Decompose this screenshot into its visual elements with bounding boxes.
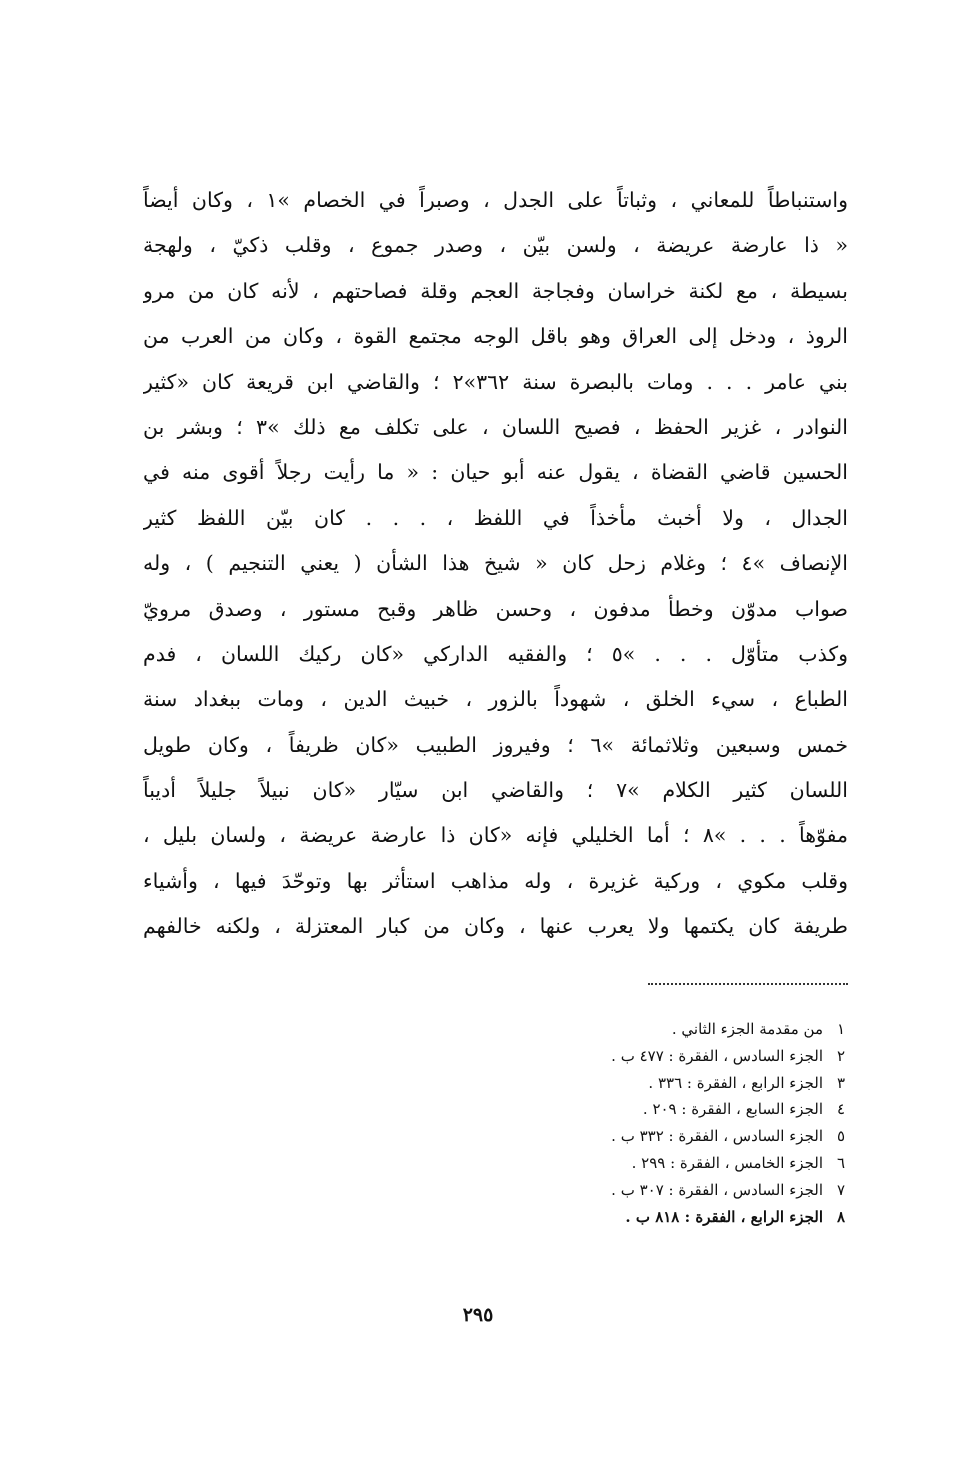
footnote xyxy=(443,1150,845,1177)
text-line: صواب مدوّن وخطأ مدفون ، وحسن ظاهر وقبح مستور ، وصدق مرويّ xyxy=(143,596,848,621)
footnote xyxy=(443,1177,845,1204)
footnote-text: الجزء الرابع ، الفقرة : ٣٣٦ . xyxy=(648,1073,823,1092)
footnote-text: الجزء الخامس ، الفقرة : ٢٩٩ . xyxy=(631,1153,823,1172)
footnote xyxy=(443,1123,845,1150)
footnote-text: الجزء الرابع ، الفقرة : ٨١٨ ب . xyxy=(625,1207,823,1226)
footnote xyxy=(443,1043,845,1070)
text-line: النوادر ، غزير الحفظ ، فصيح اللسان ، على تكلف مع ذلك »٣ ؛ وبشر بن xyxy=(143,414,848,439)
footnote-text: الجزء السادس ، الفقرة : ٤٧٧ ب . xyxy=(611,1046,823,1065)
text-line: الإنصاف »٤ ؛ وغلام زحل كان « شيخ هذا الشأن ( يعني التنجيم ) ، وله xyxy=(143,551,848,576)
page-number: ٢٩٥ xyxy=(462,1304,494,1326)
footnote-number: ٢ xyxy=(836,1046,845,1065)
footnote xyxy=(443,1016,845,1043)
footnote-separator xyxy=(648,983,848,985)
footnote-number: ٨ xyxy=(836,1207,845,1226)
footnote-text: الجزء السادس ، الفقرة : ٣٠٧ ب . xyxy=(611,1180,823,1199)
footnote-number: ٤ xyxy=(836,1100,845,1119)
text-line: اللسان كثير الكلام »٧ ؛ والقاضي ابن سيّار «كان نبيلاً جليلاً أديباً xyxy=(143,778,848,803)
footnote xyxy=(443,1204,845,1231)
text-line: طريفة كان يكتمها ولا يعرب عنها ، وكان من كبار المعتزلة ، ولكنه خالفهم xyxy=(143,914,848,939)
text-line: الحسين قاضي القضاة ، يقول عنه أبو حيان : « ما رأيت رجلاً أقوى منه في xyxy=(143,460,848,485)
main-text xyxy=(143,178,848,950)
text-line: وكذب متأوّل . . . »٥ ؛ والفقيه الداركي «كان ركيك اللسان ، فدم xyxy=(143,641,848,666)
footnote-number: ١ xyxy=(836,1020,845,1038)
text-line: « ذا عارضة عريضة ، ولسن بيّن ، وصدر جموع ، وقلب ذكيّ ، ولهجة xyxy=(143,233,848,258)
text-line: الطباع ، سيء الخلق ، شهوداً بالزور ، خبيث الدين ، ومات ببغداد سنة xyxy=(143,687,848,712)
footnote-number: ٥ xyxy=(836,1127,845,1146)
footnote xyxy=(443,1070,845,1097)
text-line: مفوّهاً . . . »٨ ؛ أما الخليلي فإنه «كان ذا عارضة عريضة ، ولسان بليل ، xyxy=(143,823,848,848)
text-line: الروذ ، ودخل إلى العراق وهو باقل الوجه مجتمع القوة ، وكان من العرب من xyxy=(143,324,848,349)
footnote-number: ٣ xyxy=(836,1073,845,1092)
footnote-text: الجزء السابع ، الفقرة : ٢٠٩ . xyxy=(642,1100,823,1119)
footnotes xyxy=(443,1016,845,1230)
footnote-number: ٦ xyxy=(836,1153,845,1172)
text-line: واستنباطاً للمعاني ، وثباتاً على الجدل ، وصبراً في الخصام »١ ، وكان أيضاً xyxy=(143,188,848,212)
text-line: بسيطة ، مع لكنة خراسان وفجاجة العجم وقلة فصاحتهم ، لأنه كان من مرو xyxy=(143,278,848,303)
text-line: وقلب مكوي ، وركية غزيرة ، وله مذاهب استأثر بها وتوحّدَ فيها ، وأشياء xyxy=(143,868,848,893)
footnote xyxy=(443,1096,845,1123)
footnote-text: من مقدمة الجزء الثاني . xyxy=(671,1020,823,1038)
text-line: بني عامر . . . ومات بالبصرة سنة ٣٦٢»٢ ؛ والقاضي ابن قريعة كان «كثير xyxy=(143,369,848,394)
footnote-number: ٧ xyxy=(836,1180,845,1199)
text-line: خمس وسبعين وثلاثمائة »٦ ؛ وفيروز الطبيب «كان ظريفاً ، وكان طويل xyxy=(143,732,848,757)
footnote-text: الجزء السادس ، الفقرة : ٣٣٢ ب . xyxy=(611,1127,823,1146)
text-line: الجدال ، ولا أخبث مأخذاً في اللفظ ، . . . كان بيّن اللفظ كثير xyxy=(143,505,848,530)
